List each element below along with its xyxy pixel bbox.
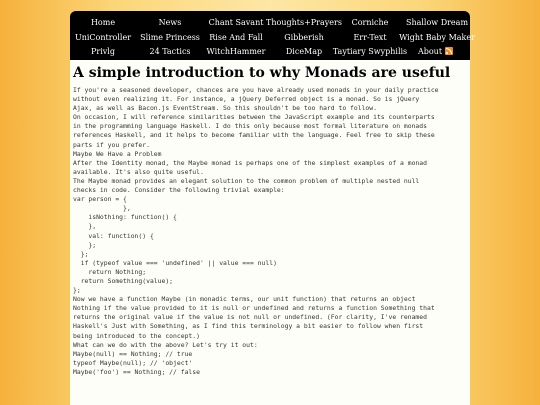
- nav-link-chant-savant[interactable]: Chant Savant: [208, 18, 264, 27]
- article-line: },: [73, 222, 97, 231]
- article-line: references Haskell, and it helps to become familiar with the language. Feel free to skip these: [73, 131, 435, 140]
- article-line: After the Identity monad, the Maybe monad is perhaps one of the simplest examples of a monad: [73, 158, 427, 167]
- rss-feed-icon[interactable]: [445, 47, 453, 55]
- article-line: if (typeof value === 'undefined' || value === null): [73, 258, 277, 267]
- nav-link-about[interactable]: About: [417, 47, 443, 56]
- article-line: checks in code. Consider the following trivial example:: [73, 186, 285, 195]
- article-line: without even realizing it. For instance, a jQuery Deferred object is a monad. So is jQuery: [73, 95, 420, 104]
- nav-link-dicemap[interactable]: DiceMap: [285, 47, 323, 56]
- nav-link-taytiary-swyphilis[interactable]: Taytiary Swyphilis: [332, 47, 408, 56]
- article-line: return Nothing;: [73, 267, 147, 276]
- article-line: being introduced to the concept.): [73, 331, 200, 340]
- article-line: in the programming language Haskell. I do this only because most formal literature on monads: [73, 122, 427, 131]
- nav-link-rise-and-fall[interactable]: Rise And Fall: [209, 33, 263, 42]
- article-title: A simple introduction to why Monads are useful: [73, 65, 451, 81]
- article-line: returns the original value if the value is not null or undefined. (For clarity, I've renamed: [73, 313, 427, 322]
- nav-link-wight-baby-maker[interactable]: Wight Baby Maker: [399, 33, 475, 42]
- article-line: available. It's also quite useful.: [73, 167, 204, 176]
- nav-link-thoughts-prayers[interactable]: Thoughts+Prayers: [266, 18, 342, 27]
- article-line: Nothing if the value provided to it is null or undefined and returns a function Something that: [73, 304, 435, 313]
- article-line: Ajax, as well as Bacon.js EventStream. So this shouldn't be too hard to follow.: [73, 104, 377, 113]
- article-line: typeof Maybe(null); // 'object': [73, 358, 193, 367]
- article-line: Maybe(null) == Nothing; // true: [73, 349, 193, 358]
- article-line: parts if you prefer.: [73, 140, 150, 149]
- article-line: var person = {: [73, 195, 127, 204]
- article-line: isNothing: function() {: [73, 213, 177, 222]
- article-line: };: [73, 240, 97, 249]
- article-body: [73, 86, 468, 377]
- article-line: What can we do with the above? Let's try it out:: [73, 340, 258, 349]
- nav-link-24-tactics[interactable]: 24 Tactics: [149, 47, 191, 56]
- nav-link-shallow-dream[interactable]: Shallow Dream: [405, 18, 469, 27]
- nav-link-unicontroller[interactable]: UniController: [74, 33, 132, 42]
- article-line: The Maybe monad provides an elegant solution to the common problem of multiple nested null: [73, 176, 420, 185]
- article-line: If you're a seasoned developer, chances are you have already used monads in your daily practice: [73, 86, 439, 94]
- article-line: val: function() {: [73, 231, 154, 240]
- nav-link-news[interactable]: News: [158, 18, 182, 27]
- nav-link-witchhammer[interactable]: WitchHammer: [206, 47, 266, 56]
- article-line: Maybe('foo') == Nothing; // false: [73, 367, 200, 376]
- article-line: Now we have a function Maybe (in monadic terms, our unit function) that returns an object: [73, 295, 416, 304]
- article-line: On occasion, I will reference similarities between the JavaScript example and its counterparts: [73, 113, 435, 122]
- nav-link-gibberish[interactable]: Gibberish: [284, 33, 324, 42]
- nav-link-privlg[interactable]: Privlg: [91, 47, 115, 56]
- nav-link-corniche[interactable]: Corniche: [351, 18, 389, 27]
- nav-link-err-text[interactable]: Err-Text: [353, 33, 387, 42]
- article-line: Haskell's Just with Something, as I find this terminology a bit easier to follow when first: [73, 322, 424, 331]
- article-line: return Something(value);: [73, 276, 174, 285]
- nav-link-home[interactable]: Home: [90, 18, 116, 27]
- article-line: },: [73, 204, 131, 213]
- article-line: Maybe We Have a Problem: [73, 149, 162, 158]
- article-line: };: [73, 249, 89, 258]
- nav-link-slime-princess[interactable]: Slime Princess: [140, 33, 200, 42]
- article-line: };: [73, 286, 81, 295]
